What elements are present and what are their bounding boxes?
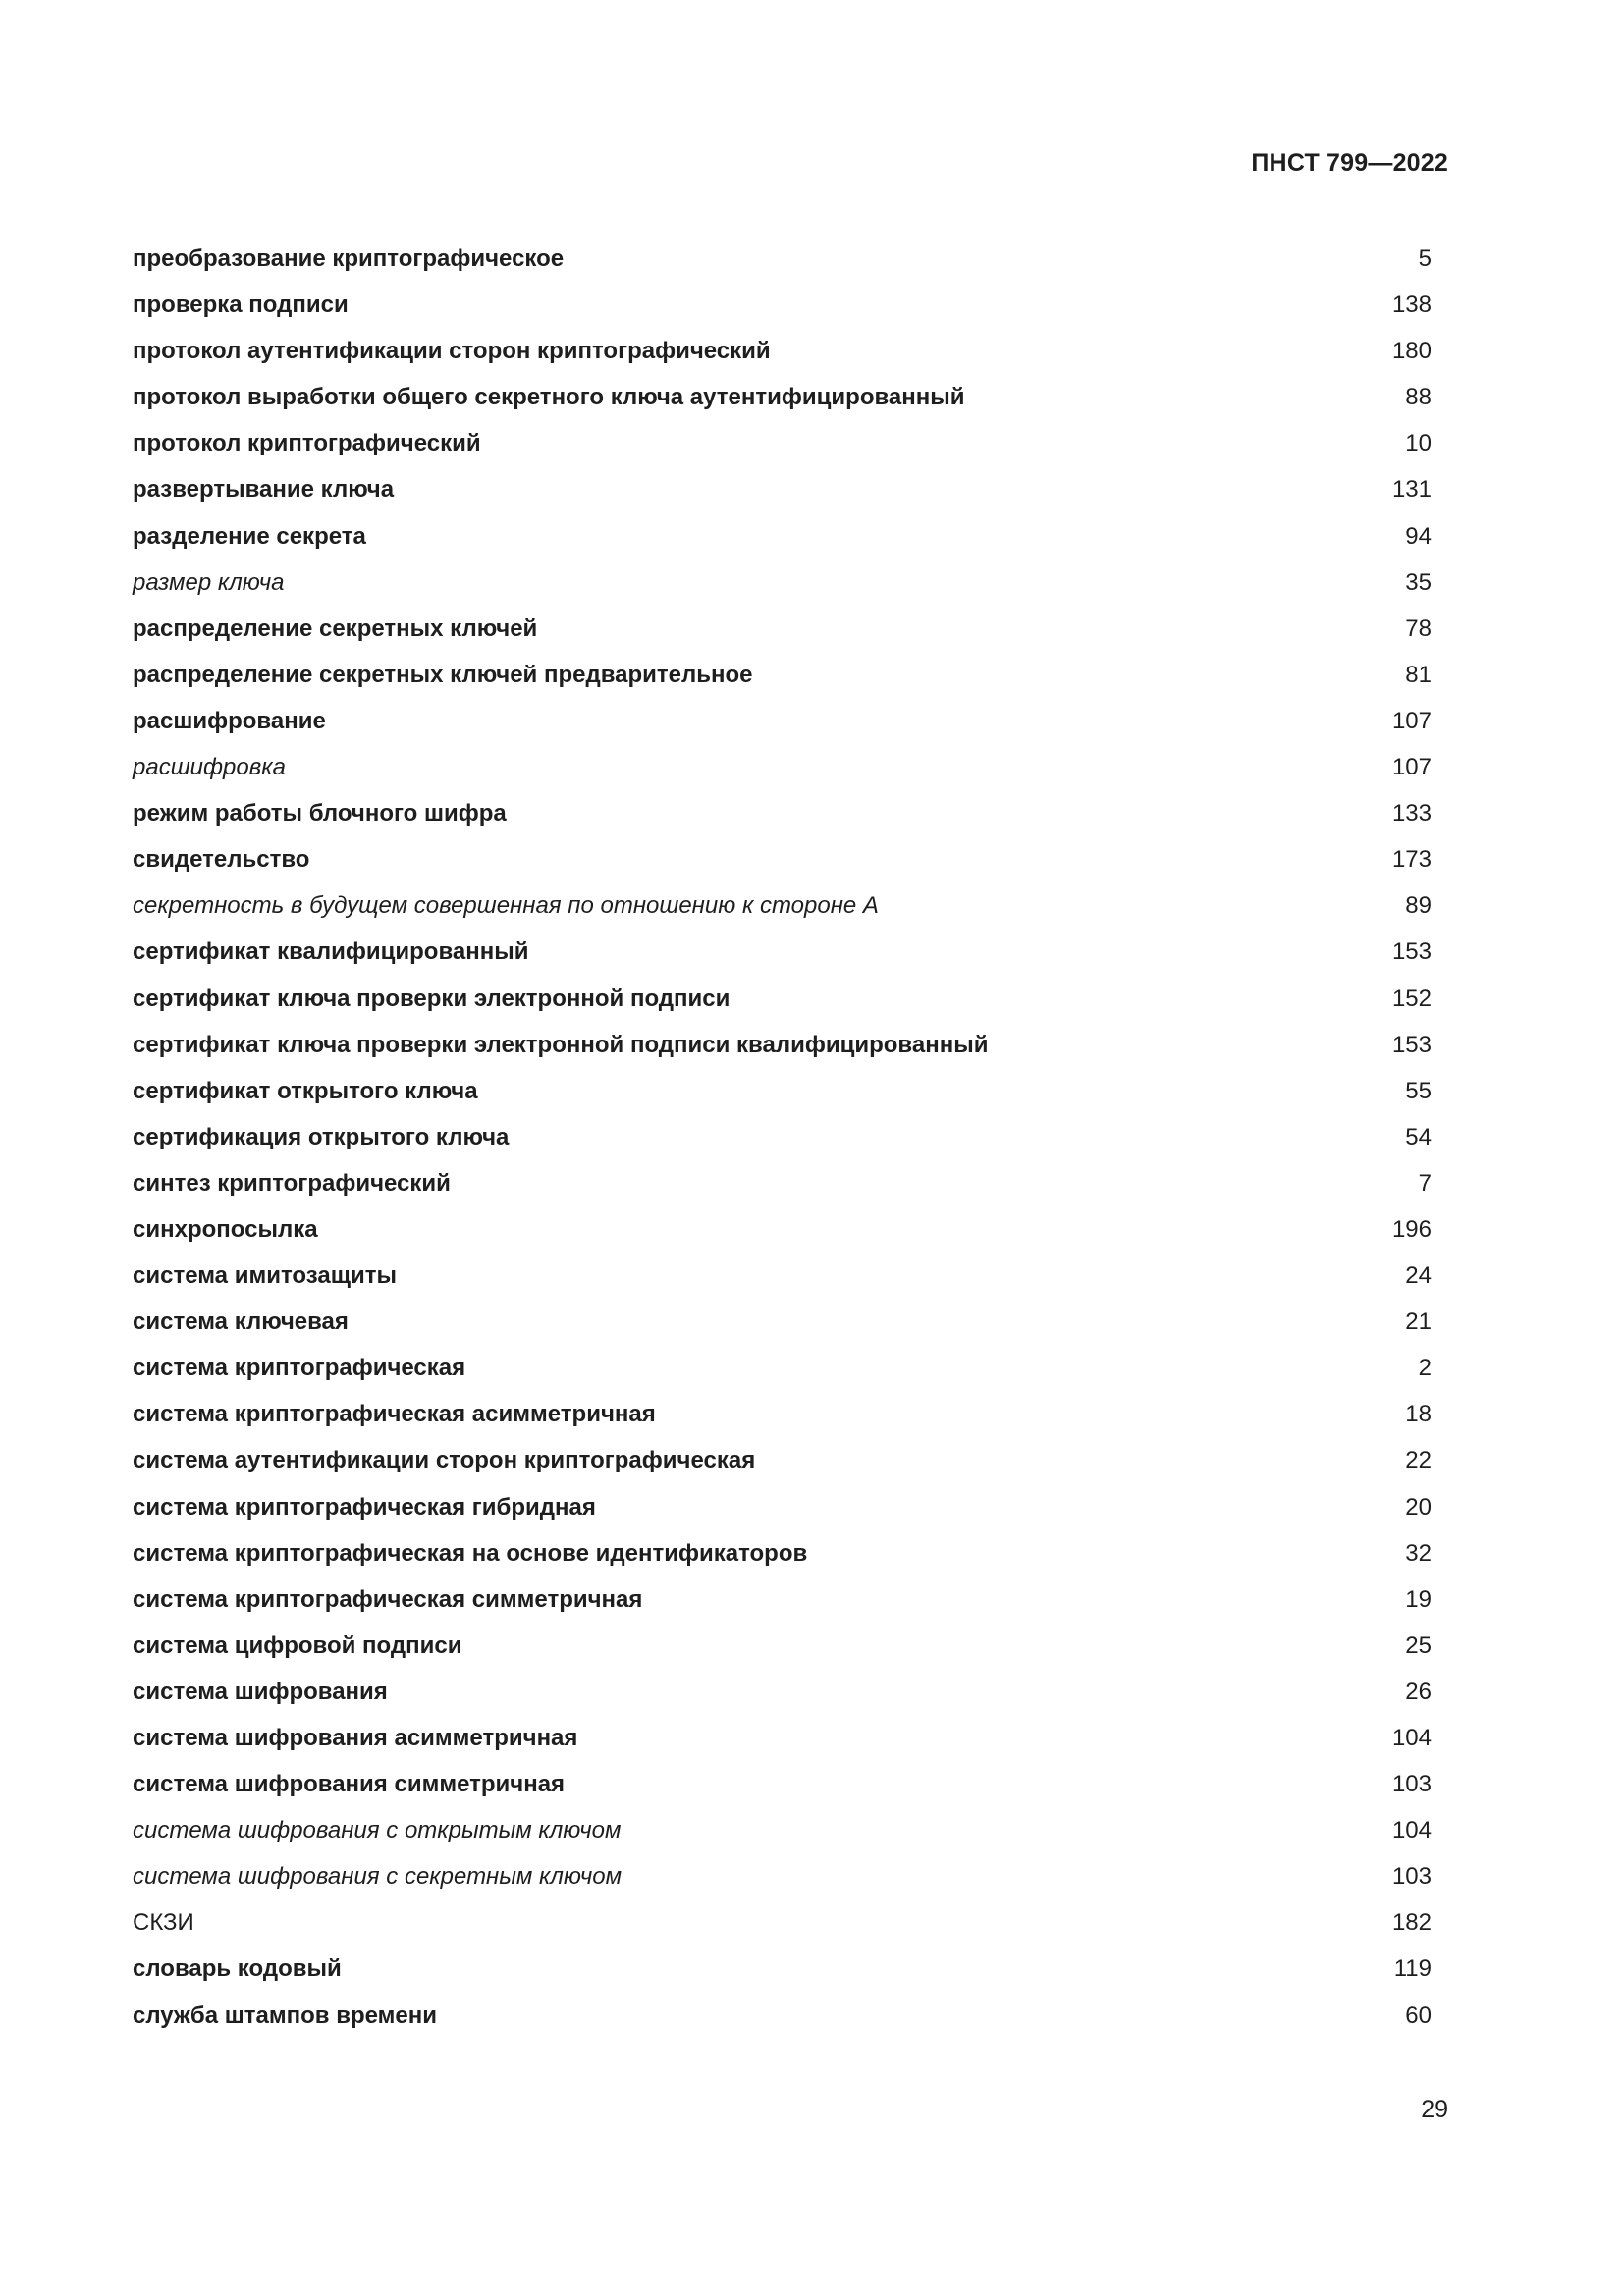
index-ref-number: 88 [1405,384,1432,411]
index-term: система криптографическая симметричная [133,1585,643,1613]
index-ref-number: 138 [1391,292,1432,319]
index-term: протокол выработки общего секретного ключа аутентифицированный [133,384,965,411]
index-entry [133,420,1432,466]
index-term: система аутентификации сторон криптографическая [133,1447,756,1474]
index-term: протокол аутентификации сторон криптографический [133,338,771,365]
index-ref-number: 107 [1391,754,1432,781]
index-ref-number: 60 [1405,2002,1432,2029]
index-term: синтез криптографический [133,1169,451,1197]
index-entry [133,1899,1432,1946]
index-ref-number: 22 [1405,1447,1432,1474]
index-entry [133,790,1432,836]
index-ref-number: 152 [1391,985,1432,1012]
index-term: расшифровка [133,754,286,781]
index-term: сертификат открытого ключа [133,1077,478,1104]
index-ref-number: 54 [1405,1123,1432,1150]
index-entry [133,1160,1432,1206]
index-entry [133,513,1432,560]
index-entry [133,1114,1432,1160]
index-ref-number: 19 [1405,1585,1432,1613]
index-term: сертификат квалифицированный [133,938,529,966]
index-entry [133,836,1432,882]
index-entry [133,1068,1432,1114]
index-ref-number: 107 [1391,707,1432,734]
index-ref-number: 81 [1405,661,1432,688]
index-term: размер ключа [133,568,285,596]
index-ref-number: 180 [1391,338,1432,365]
index-term: разделение секрета [133,522,366,550]
index-term: распределение секретных ключей предварительное [133,661,753,688]
index-term: словарь кодовый [133,1955,342,1983]
index-entry [133,1437,1432,1483]
index-term: синхропосылка [133,1215,318,1243]
index-ref-number: 7 [1418,1169,1432,1197]
index-term: система шифрования асимметричная [133,1725,578,1751]
index-term: проверка подписи [133,292,349,319]
index-entry [133,466,1432,512]
index-term: сертификат ключа проверки электронной подписи [133,985,731,1012]
index-entry [133,1761,1432,1807]
index-entry [133,1206,1432,1253]
index-term: режим работы блочного шифра [133,800,507,828]
index-ref-number: 78 [1405,614,1432,642]
index-entry [133,606,1432,652]
index-term: система цифровой подписи [133,1631,462,1659]
index-entry [133,328,1432,374]
index-entry [133,560,1432,606]
index-entry [133,1022,1432,1068]
index-ref-number: 103 [1391,1863,1432,1891]
index-entry [133,1484,1432,1530]
index-term: система криптографическая на основе идентификаторов [133,1539,808,1567]
index-entry [133,1345,1432,1391]
index-ref-number: 153 [1391,1031,1432,1058]
index-entry [133,929,1432,975]
index-ref-number: 104 [1391,1817,1432,1844]
index-ref-number: 55 [1405,1077,1432,1104]
index-ref-number: 133 [1391,800,1432,828]
index-ref-number: 10 [1405,430,1432,457]
index-entry [133,652,1432,698]
index-ref-number: 24 [1405,1262,1432,1290]
index-ref-number: 21 [1405,1308,1432,1336]
index-term: система криптографическая [133,1355,466,1382]
index-ref-number: 26 [1405,1678,1432,1705]
index-term: сертификат ключа проверки электронной подписи квалифицированный [133,1031,989,1058]
index-entry [133,1853,1432,1899]
index-ref-number: 5 [1418,245,1432,272]
index-ref-number: 173 [1391,846,1432,874]
index-term: система ключевая [133,1308,349,1336]
index-ref-number: 196 [1391,1215,1432,1243]
index-entry [133,698,1432,744]
index-term: свидетельство [133,846,310,874]
index-term: сертификация открытого ключа [133,1123,510,1150]
index-entry [133,1253,1432,1299]
index-entry [133,1946,1432,1992]
index-entry [133,236,1432,282]
index-ref-number: 94 [1405,522,1432,550]
index-term: преобразование криптографическое [133,245,565,272]
index-term: система криптографическая гибридная [133,1493,596,1521]
index-ref-number: 182 [1391,1909,1432,1937]
index-entry [133,1807,1432,1853]
index-term: распределение секретных ключей [133,614,538,642]
index-ref-number: 153 [1391,938,1432,966]
index-ref-number: 89 [1405,892,1432,920]
index-term: система шифрования [133,1678,388,1705]
index-ref-number: 103 [1391,1771,1432,1798]
index-entry [133,1530,1432,1576]
index-term: система шифрования с открытым ключом [133,1817,622,1844]
index-term: протокол криптографический [133,430,481,457]
index-ref-number: 32 [1405,1539,1432,1567]
index-entry [133,1576,1432,1623]
index-term: секретность в будущем совершенная по отношению к стороне А [133,892,879,920]
index-term: развертывание ключа [133,476,395,504]
index-entry [133,1391,1432,1437]
document-code: ПНСТ 799—2022 [1251,149,1448,177]
index-term: служба штампов времени [133,2002,438,2029]
index-ref-number: 131 [1391,476,1432,504]
index-term: система имитозащиты [133,1262,397,1290]
index-entry [133,882,1432,929]
index-entry [133,976,1432,1022]
index-ref-number: 119 [1393,1955,1432,1983]
index-ref-number: 20 [1405,1493,1432,1521]
index-entry [133,1669,1432,1715]
index-entry [133,282,1432,328]
index-entry [133,1623,1432,1669]
index-entry [133,374,1432,420]
index-term: система криптографическая асимметричная [133,1401,656,1428]
index-term: система шифрования симметричная [133,1771,566,1798]
index-entry [133,1715,1432,1761]
index-ref-number: 2 [1418,1355,1432,1382]
index-ref-number: 104 [1391,1725,1432,1751]
page-number: 29 [1421,2096,1448,2123]
index-entry [133,1993,1432,2039]
index-ref-number: 25 [1405,1631,1432,1659]
index-term: система шифрования с секретным ключом [133,1863,623,1891]
alphabetical-index [133,236,1432,2039]
index-term: СКЗИ [133,1909,194,1937]
index-ref-number: 35 [1405,568,1432,596]
index-term: расшифрование [133,707,326,734]
index-entry [133,1299,1432,1345]
index-entry [133,744,1432,790]
index-ref-number: 18 [1405,1401,1432,1428]
